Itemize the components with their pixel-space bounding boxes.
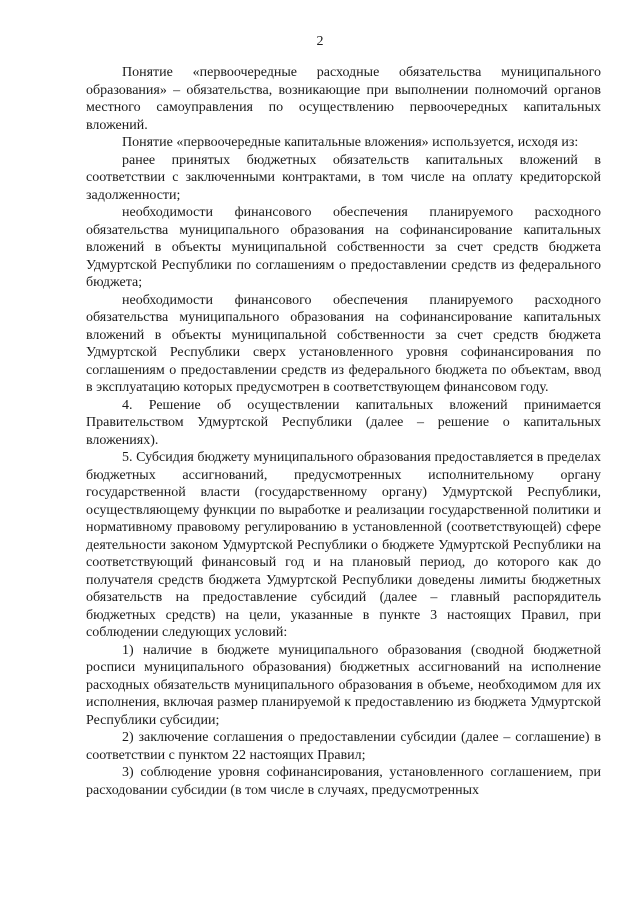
paragraph: необходимости финансового обеспечения планируемого расходного обязательства муниципального образования на софинансирование капитальных вложений в объекты муниципальной собственности за счет средств бюджета Удмуртской Республики по соглашениям о предоставлении средств из федерального бюджета; bbox=[86, 205, 601, 290]
page-number: 2 bbox=[316, 34, 324, 49]
paragraph: 5. Субсидия бюджету муниципального образования предоставляется в пределах бюджетных ассигнований, предусмотренных исполнительному органу государственной власти (государственному органу) Удмуртской Республики, осуществляющему функции по выработке и реализации государственной политики и нормативному правовому регулированию в установленной (соответствующей) сфере деятельности законом Удмуртской Республики о бюджете Удмуртской Республики на соответствующий финансовый год и на плановый период, до которого как до получателя средств бюджета Удмуртской Республики доведены лимиты бюджетных обязательств на предоставление субсидий (далее – главный распорядитель бюджетных средств) на цели, указанные в пункте 3 настоящих Правил, при соблюдении следующих условий: bbox=[86, 450, 601, 640]
paragraph: необходимости финансового обеспечения планируемого расходного обязательства муниципального образования на софинансирование капитальных вложений в объекты муниципальной собственности за счет средств бюджета Удмуртской Республики сверх установленного уровня софинансирования по соглашениям о предоставлении средств из федерального бюджета по объектам, ввод в эксплуатацию которых предусмотрен в соответствующем финансовом году. bbox=[86, 292, 601, 395]
paragraph: 3) соблюдение уровня софинансирования, установленного соглашением, при расходовании субсидии (в том числе в случаях, предусмотренных bbox=[86, 765, 601, 798]
paragraph: 4. Решение об осуществлении капитальных вложений принимается Правительством Удмуртской Республики (далее – решение о капитальных вложениях). bbox=[86, 397, 601, 448]
paragraph: 2) заключение соглашения о предоставлении субсидии (далее – соглашение) в соответствии с пунктом 22 настоящих Правил; bbox=[86, 730, 601, 763]
paragraph: Понятие «первоочередные расходные обязательства муниципального образования» – обязательства, возникающие при выполнении полномочий органов местного самоуправления по осуществлению первоочередных капитальных вложений. bbox=[86, 65, 601, 133]
document-body bbox=[86, 64, 601, 799]
paragraph: 1) наличие в бюджете муниципального образования (сводной бюджетной росписи муниципального образования) бюджетных ассигнований на исполнение расходных обязательств муниципального образования в объеме, необходимом для их исполнения, включая размер планируемой к предоставлению из бюджета Удмуртской Республики субсидии; bbox=[86, 642, 601, 728]
paragraph: Понятие «первоочередные капитальные вложения» используется, исходя из: bbox=[122, 135, 579, 150]
paragraph: ранее принятых бюджетных обязательств капитальных вложений в соответствии с заключенными контрактами, в том числе на оплату кредиторской задолженности; bbox=[86, 152, 601, 203]
